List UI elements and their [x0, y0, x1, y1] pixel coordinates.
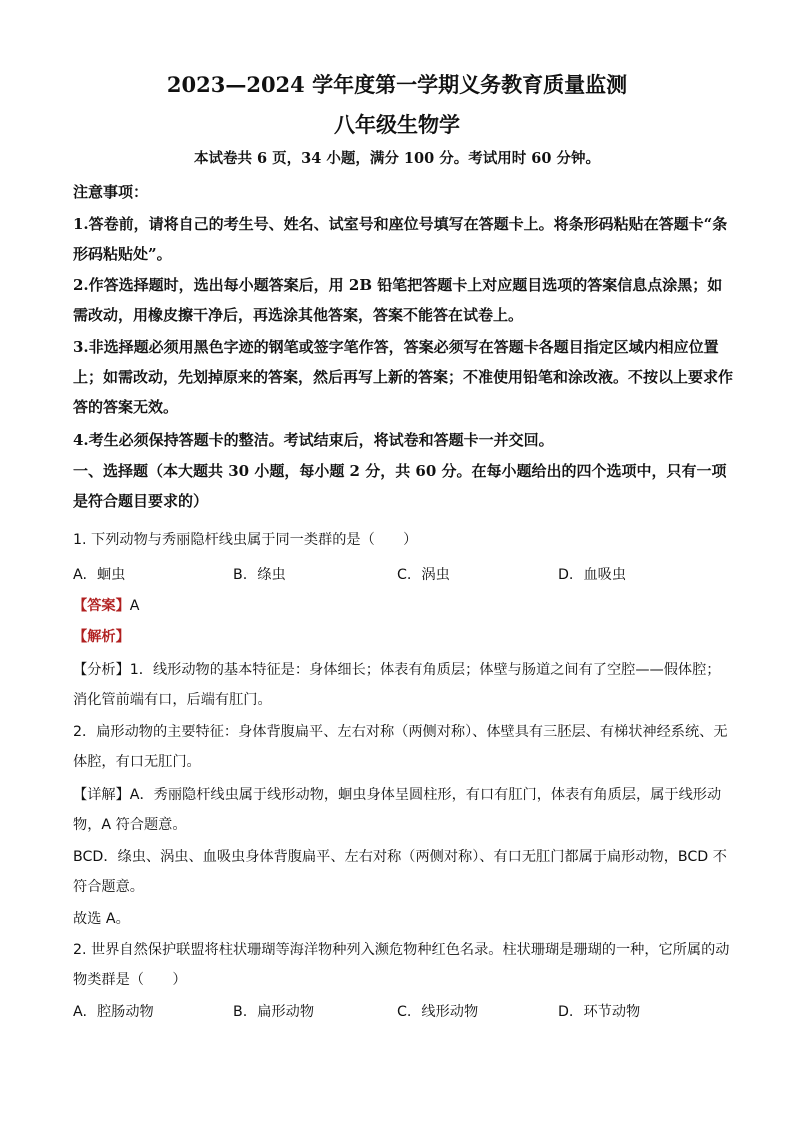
option-letter: C.	[397, 1004, 412, 1020]
option-letter: A.	[73, 1004, 87, 1020]
option-letter: A.	[73, 567, 87, 583]
analysis-label: 【解析】	[73, 629, 130, 645]
option-text: 绦虫	[257, 567, 286, 583]
q1-xiangjie	[73, 780, 733, 840]
fenxi-label: 【分析】	[73, 662, 130, 678]
q2-option-b	[233, 1000, 314, 1024]
answer-value: A	[129, 598, 140, 614]
option-letter: D.	[558, 1004, 574, 1020]
question-2-stem: 2. 世界自然保护联盟将柱状珊瑚等海洋物种列入濒危物种红色名录。柱状珊瑚是珊瑚的一种，它所属的动物类群是（ ）	[73, 942, 730, 988]
q1-bcd: BCD．绦虫、涡虫、血吸虫身体背腹扁平、左右对称（两侧对称）、有口无肛门都属于扁形动物，BCD 不符合题意。	[73, 849, 727, 895]
notice-heading: 注意事项：	[73, 183, 149, 201]
option-text: 环节动物	[583, 1004, 641, 1020]
q1-option-a	[73, 563, 125, 587]
exam-title: 2023—2024 学年度第一学期义务教育质量监测	[166, 72, 628, 97]
notice-item-1: 1.答卷前，请将自己的考生号、姓名、试室号和座位号填写在答题卡上。将条形码粘贴在答题卡“条形码粘贴处”。	[73, 215, 728, 263]
option-text: 扁形动物	[257, 1004, 315, 1020]
option-letter: B.	[233, 1004, 248, 1020]
option-text: 线形动物	[421, 1004, 479, 1020]
option-text: 血吸虫	[583, 567, 627, 583]
q2-option-a	[73, 1000, 154, 1024]
q1-analysis	[73, 625, 130, 649]
notice-item-4: 4.考生必须保持答题卡的整洁。考试结束后，将试卷和答题卡一并交回。	[73, 431, 554, 449]
notice-item-2: 2.作答选择题时，选出每小题答案后，用 2B 铅笔把答题卡上对应题目选项的答案信息点涂黑；如需改动，用橡皮擦干净后，再选涂其他答案，答案不能答在试卷上。	[73, 276, 723, 324]
exam-info: 本试卷共 6 页，34 小题，满分 100 分。考试用时 60 分钟。	[193, 150, 601, 167]
section-heading: 一、选择题（本大题共 30 小题，每小题 2 分，共 60 分。在每小题给出的四个选项中，只有一项是符合题目要求的）	[73, 462, 727, 510]
xiangjie-text: A．秀丽隐杆线虫属于线形动物，蛔虫身体呈圆柱形，有口有肛门，体表有角质层，属于线形动物，A 符合题意。	[73, 787, 722, 833]
q2-option-c	[397, 1000, 478, 1024]
fenxi-text: 1．线形动物的基本特征是：身体细长；体表有角质层；体壁与肠道之间有了空腔——假体腔；消化管前端有口，后端有肛门。	[73, 662, 721, 708]
q1-conclusion: 故选 A。	[73, 911, 130, 927]
option-letter: D.	[558, 567, 574, 583]
q1-answer	[73, 594, 139, 618]
q1-option-c	[397, 563, 450, 587]
q2-option-d	[558, 1000, 640, 1024]
option-text: 涡虫	[421, 567, 450, 583]
xiangjie-label: 【详解】	[73, 787, 130, 803]
option-text: 腔肠动物	[96, 1004, 154, 1020]
option-letter: B.	[233, 567, 248, 583]
question-2-options	[73, 1000, 733, 1024]
option-letter: C.	[397, 567, 412, 583]
q1-fenxi	[73, 655, 733, 715]
notice-item-3: 3.非选择题必须用黑色字迹的钢笔或签字笔作答，答案必须写在答题卡各题目指定区域内相应位置上；如需改动，先划掉原来的答案，然后再写上新的答案；不准使用铅笔和涂改液。不按以上要求作答的答案无效。	[73, 338, 734, 416]
q1-option-b	[233, 563, 286, 587]
exam-subject: 八年级生物学	[334, 112, 460, 137]
question-1-stem: 1. 下列动物与秀丽隐杆线虫属于同一类群的是（ ）	[73, 532, 418, 548]
question-1-options	[73, 563, 733, 587]
q1-option-d	[558, 563, 626, 587]
q1-point-2: 2．扁形动物的主要特征：身体背腹扁平、左右对称（两侧对称）、体壁具有三胚层、有梯状神经系统、无体腔，有口无肛门。	[73, 724, 728, 770]
option-text: 蛔虫	[96, 567, 126, 583]
answer-label: 【答案】	[73, 598, 130, 614]
